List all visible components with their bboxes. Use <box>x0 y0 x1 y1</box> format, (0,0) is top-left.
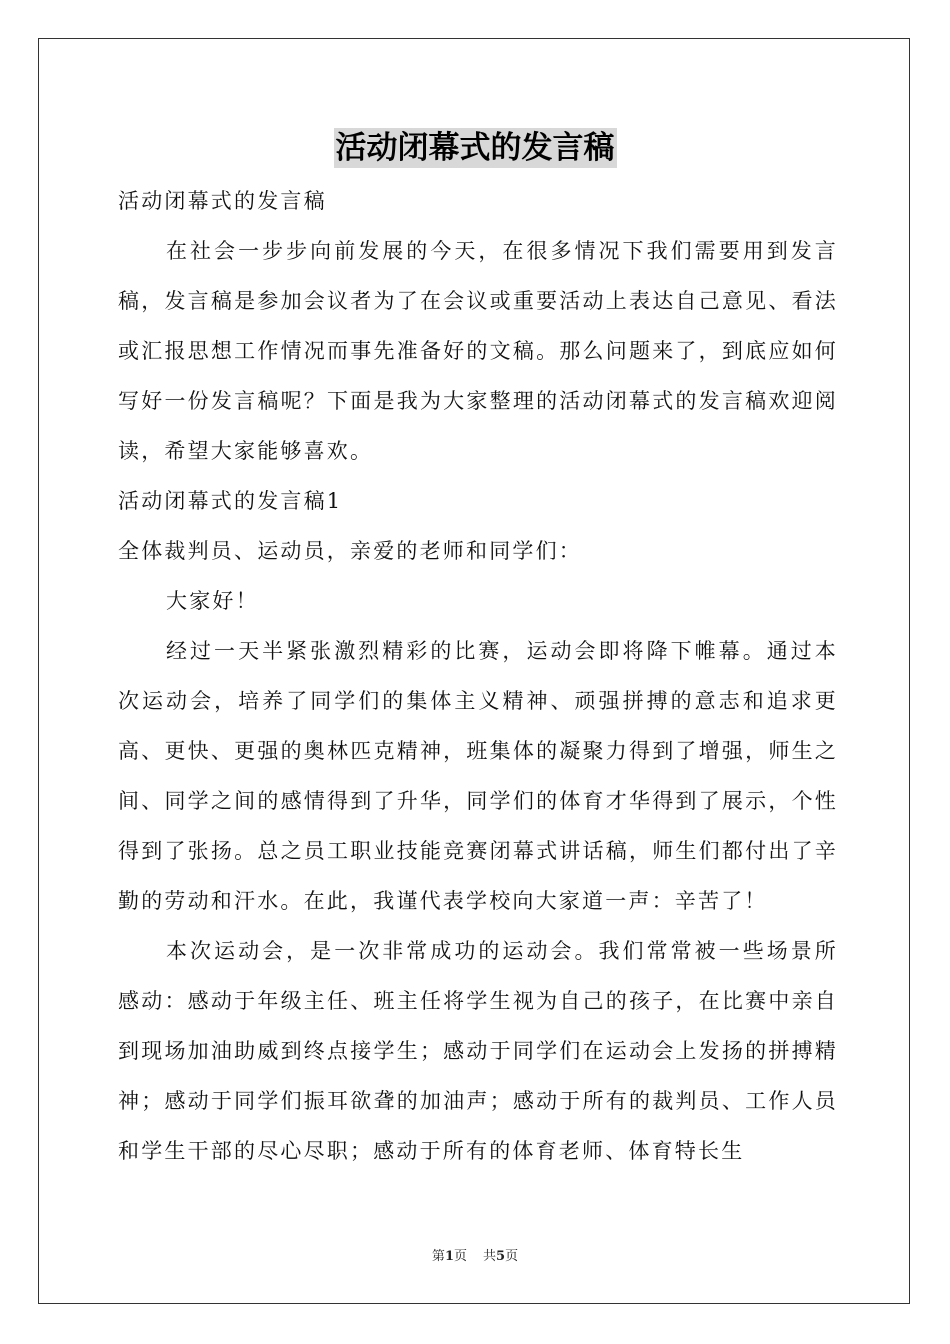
page-label-suffix: 页 <box>453 1249 467 1264</box>
greeting: 大家好！ <box>166 589 259 613</box>
salutation: 全体裁判员、运动员，亲爱的老师和同学们： <box>118 539 582 563</box>
page-label-prefix: 第 <box>431 1249 445 1264</box>
title-container <box>0 128 950 168</box>
document-title: 活动闭幕式的发言稿 <box>335 130 615 166</box>
total-label-suffix: 页 <box>505 1249 519 1264</box>
total-page-count: 5 <box>496 1249 506 1264</box>
total-label-prefix: 共 <box>483 1249 497 1264</box>
page-footer <box>0 1248 950 1266</box>
intro-paragraph: 在社会一步步向前发展的今天，在很多情况下我们需要用到发言稿，发言稿是参加会议者为了在会议或重要活动上表达自己意见、看法或汇报思想工作情况而事先准备好的文稿。那么问题来了，到底应如何写好一份发言稿呢？下面是我为大家整理的活动闭幕式的发言稿欢迎阅读，希望大家能够喜欢。 <box>118 239 838 463</box>
document-body <box>118 176 838 1176</box>
body-paragraph-2: 本次运动会，是一次非常成功的运动会。我们常常被一些场景所感动：感动于年级主任、班主任将学生视为自己的孩子，在比赛中亲自到现场加油助威到终点接学生；感动于同学们在运动会上发扬的拼搏精神；感动于同学们振耳欲聋的加油声；感动于所有的裁判员、工作人员和学生干部的尽心尽职；感动于所有的体育老师、体育特长生 <box>118 939 838 1163</box>
current-page-number: 1 <box>444 1249 454 1264</box>
body-paragraph-1: 经过一天半紧张激烈精彩的比赛，运动会即将降下帷幕。通过本次运动会，培养了同学们的集体主义精神、顽强拼搏的意志和追求更高、更快、更强的奥林匹克精神，班集体的凝聚力得到了增强，师生之间、同学之间的感情得到了升华，同学们的体育才华得到了展示，个性得到了张扬。总之员工职业技能竞赛闭幕式讲话稿，师生们都付出了辛勤的劳动和汗水。在此，我谨代表学校向大家道一声：辛苦了！ <box>118 639 838 913</box>
document-subtitle: 活动闭幕式的发言稿 <box>118 189 327 213</box>
section-heading: 活动闭幕式的发言稿1 <box>118 489 343 513</box>
